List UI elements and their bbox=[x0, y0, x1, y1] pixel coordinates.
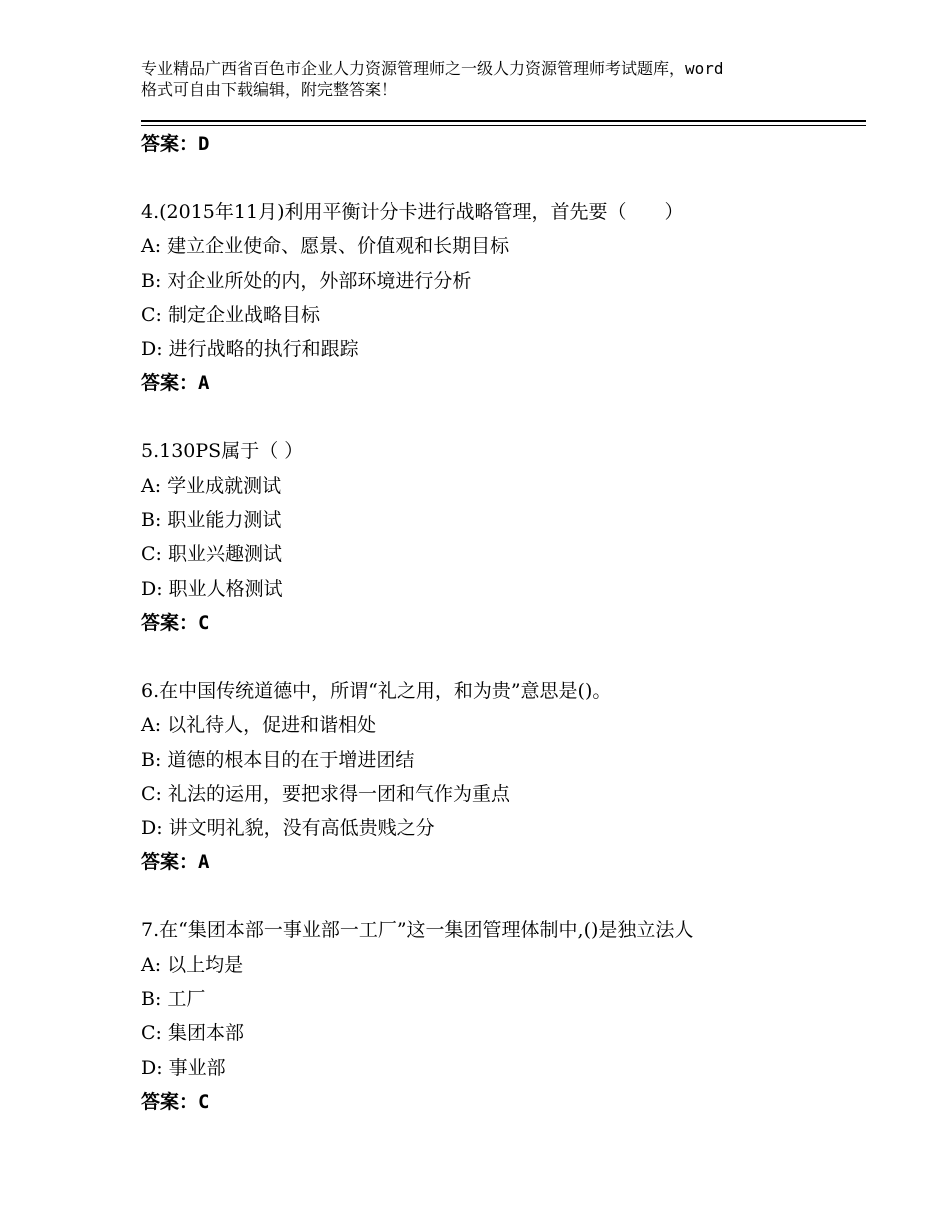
option-c: C: 礼法的运用，要把求得一团和气作为重点 bbox=[141, 782, 510, 805]
option-c: C: 职业兴趣测试 bbox=[141, 543, 282, 566]
question-6 bbox=[141, 674, 861, 879]
answer: 答案：A bbox=[141, 372, 210, 395]
option-d: D: 讲文明礼貌，没有高低贵贱之分 bbox=[141, 817, 435, 840]
header-rule-thick bbox=[141, 120, 866, 122]
question-5 bbox=[141, 434, 861, 639]
document-header bbox=[141, 58, 831, 100]
question-list bbox=[141, 127, 861, 1119]
option-c: C: 制定企业战略目标 bbox=[141, 303, 320, 326]
option-d: D: 进行战略的执行和跟踪 bbox=[141, 338, 359, 361]
answer: 答案：C bbox=[141, 611, 210, 634]
option-b: B: 道德的根本目的在于增进团结 bbox=[141, 748, 415, 771]
option-b: B: 对企业所处的内，外部环境进行分析 bbox=[141, 269, 472, 292]
question-stem: 7.在“集团本部一事业部一工厂”这一集团管理体制中,()是独立法人 bbox=[141, 919, 694, 942]
header-line-2: 格式可自由下载编辑，附完整答案！ bbox=[141, 80, 398, 99]
header-rule-thin bbox=[141, 125, 866, 126]
option-a: A: 以礼待人，促进和谐相处 bbox=[141, 714, 377, 737]
question-7 bbox=[141, 913, 861, 1118]
option-a: A: 以上均是 bbox=[141, 953, 244, 976]
option-b: B: 职业能力测试 bbox=[141, 509, 282, 532]
question-4 bbox=[141, 195, 861, 400]
header-line-1: 专业精品广西省百色市企业人力资源管理师之一级人力资源管理师考试题库，word bbox=[141, 59, 724, 78]
option-a: A: 建立企业使命、愿景、价值观和长期目标 bbox=[141, 235, 510, 258]
option-c: C: 集团本部 bbox=[141, 1022, 244, 1045]
answer: 答案：C bbox=[141, 1090, 210, 1113]
question-stem: 4.(2015年11月)利用平衡计分卡进行战略管理，首先要（ ） bbox=[141, 201, 684, 223]
answer-previous: 答案：D bbox=[141, 133, 210, 155]
option-d: D: 事业部 bbox=[141, 1056, 226, 1079]
option-b: B: 工厂 bbox=[141, 988, 206, 1011]
question-stem: 5.130PS属于（ ） bbox=[141, 440, 304, 463]
option-a: A: 学业成就测试 bbox=[141, 474, 282, 497]
option-d: D: 职业人格测试 bbox=[141, 577, 283, 600]
question-stem: 6.在中国传统道德中，所谓“礼之用，和为贵”意思是()。 bbox=[141, 679, 612, 702]
answer: 答案：A bbox=[141, 851, 210, 874]
